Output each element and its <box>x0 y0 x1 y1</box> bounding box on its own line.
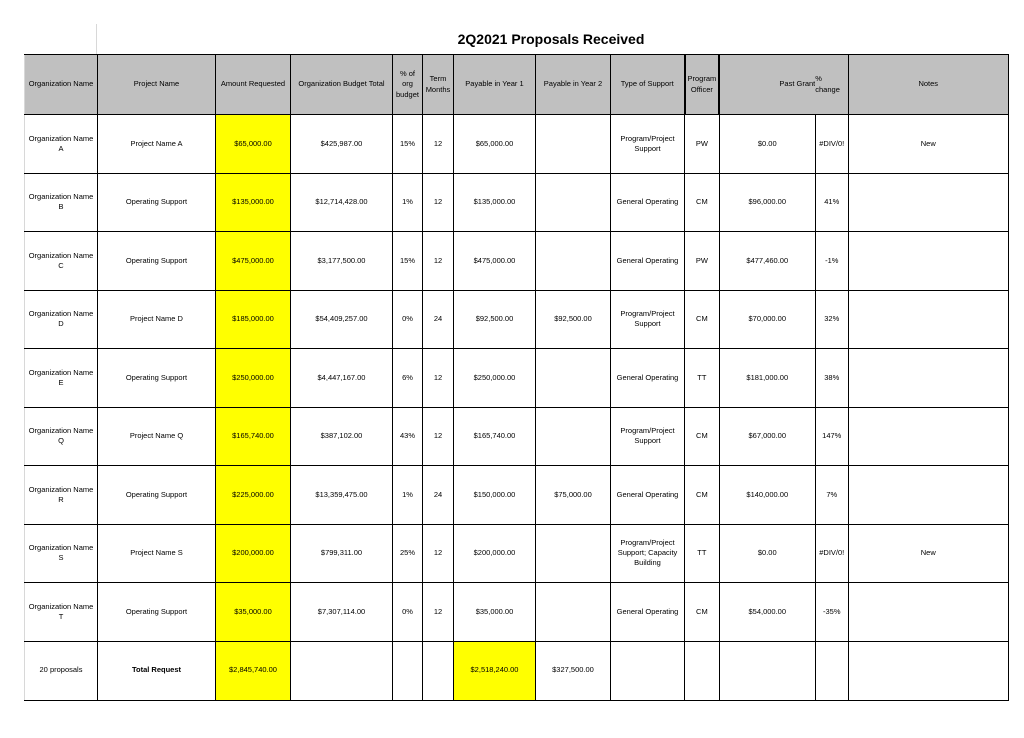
org-budget-cell: $13,359,475.00 <box>291 466 393 525</box>
past-grant-cell: $54,000.00 <box>719 583 815 642</box>
org-budget-cell: $425,987.00 <box>291 115 393 174</box>
notes-cell <box>848 173 1008 232</box>
payable-year-1-cell: $135,000.00 <box>454 173 536 232</box>
term-months-cell: 12 <box>423 349 454 408</box>
org-name-cell: Organization Name D <box>25 290 98 349</box>
table-row <box>25 407 1009 466</box>
notes-cell <box>848 583 1008 642</box>
pct-budget-cell: 0% <box>393 290 423 349</box>
term-months-cell: 24 <box>423 466 454 525</box>
table-row <box>25 524 1009 583</box>
org-name-cell: Organization Name S <box>25 524 98 583</box>
header-cell: Amount Requested <box>216 55 291 115</box>
payable-year-2-cell <box>536 173 611 232</box>
project-name-cell: Project Name A <box>98 115 216 174</box>
support-type-cell: General Operating <box>611 173 685 232</box>
org-name-cell: Organization Name R <box>25 466 98 525</box>
term-months-cell: 12 <box>423 173 454 232</box>
past-grant-cell: $96,000.00 <box>719 173 815 232</box>
total-payable-year-1: $2,518,240.00 <box>454 641 536 700</box>
header-cell: % change <box>815 55 848 115</box>
empty-cell <box>423 641 454 700</box>
header-cell: Program Officer <box>685 55 720 115</box>
total-payable-year-2: $327,500.00 <box>536 641 611 700</box>
empty-cell <box>815 641 848 700</box>
header-cell: Past Grant <box>719 55 815 115</box>
payable-year-2-cell <box>536 232 611 291</box>
payable-year-1-cell: $150,000.00 <box>454 466 536 525</box>
org-budget-cell: $4,447,167.00 <box>291 349 393 408</box>
amount-requested-cell: $250,000.00 <box>216 349 291 408</box>
notes-cell <box>848 290 1008 349</box>
empty-cell <box>291 641 393 700</box>
term-months-cell: 24 <box>423 290 454 349</box>
pct-budget-cell: 6% <box>393 349 423 408</box>
payable-year-1-cell: $35,000.00 <box>454 583 536 642</box>
header-cell: Payable in Year 2 <box>536 55 611 115</box>
org-budget-cell: $54,409,257.00 <box>291 290 393 349</box>
payable-year-1-cell: $200,000.00 <box>454 524 536 583</box>
program-officer-cell: PW <box>685 232 720 291</box>
header-cell: Organization Name <box>25 55 98 115</box>
header-cell: Project Name <box>98 55 216 115</box>
org-name-cell: Organization Name C <box>25 232 98 291</box>
table-row <box>25 290 1009 349</box>
pct-change-cell: 41% <box>815 173 848 232</box>
amount-requested-cell: $165,740.00 <box>216 407 291 466</box>
program-officer-cell: PW <box>685 115 720 174</box>
project-name-cell: Operating Support <box>98 466 216 525</box>
project-name-cell: Project Name Q <box>98 407 216 466</box>
term-months-cell: 12 <box>423 583 454 642</box>
project-name-cell: Operating Support <box>98 232 216 291</box>
program-officer-cell: TT <box>685 524 720 583</box>
pct-budget-cell: 15% <box>393 115 423 174</box>
payable-year-1-cell: $92,500.00 <box>454 290 536 349</box>
pct-change-cell: 147% <box>815 407 848 466</box>
org-name-cell: Organization Name B <box>25 173 98 232</box>
org-budget-cell: $3,177,500.00 <box>291 232 393 291</box>
notes-cell <box>848 466 1008 525</box>
empty-cell <box>848 641 1008 700</box>
table-row <box>25 173 1009 232</box>
pct-change-cell: -1% <box>815 232 848 291</box>
payable-year-2-cell <box>536 115 611 174</box>
empty-cell <box>685 641 720 700</box>
support-type-cell: Program/Project Support <box>611 407 685 466</box>
past-grant-cell: $0.00 <box>719 115 815 174</box>
org-budget-cell: $799,311.00 <box>291 524 393 583</box>
sheet-title: 2Q2021 Proposals Received <box>457 31 645 47</box>
header-cell: Notes <box>848 55 1008 115</box>
pct-change-cell: 38% <box>815 349 848 408</box>
pct-budget-cell: 43% <box>393 407 423 466</box>
header-cell: Type of Support <box>611 55 685 115</box>
payable-year-1-cell: $65,000.00 <box>454 115 536 174</box>
program-officer-cell: CM <box>685 173 720 232</box>
header-row <box>25 55 1009 115</box>
project-name-cell: Operating Support <box>98 173 216 232</box>
support-type-cell: General Operating <box>611 466 685 525</box>
pct-change-cell: 32% <box>815 290 848 349</box>
program-officer-cell: CM <box>685 290 720 349</box>
payable-year-2-cell: $75,000.00 <box>536 466 611 525</box>
table-row <box>25 232 1009 291</box>
notes-cell <box>848 349 1008 408</box>
payable-year-2-cell <box>536 583 611 642</box>
term-months-cell: 12 <box>423 115 454 174</box>
amount-requested-cell: $35,000.00 <box>216 583 291 642</box>
header-cell: Payable in Year 1 <box>454 55 536 115</box>
pct-budget-cell: 1% <box>393 173 423 232</box>
past-grant-cell: $67,000.00 <box>719 407 815 466</box>
header-cell: % of org budget <box>393 55 423 115</box>
empty-cell <box>719 641 815 700</box>
org-name-cell: Organization Name E <box>25 349 98 408</box>
org-budget-cell: $12,714,428.00 <box>291 173 393 232</box>
total-row <box>25 641 1009 700</box>
amount-requested-cell: $225,000.00 <box>216 466 291 525</box>
org-budget-cell: $7,307,114.00 <box>291 583 393 642</box>
project-name-cell: Project Name S <box>98 524 216 583</box>
table-row <box>25 115 1009 174</box>
project-name-cell: Operating Support <box>98 349 216 408</box>
support-type-cell: General Operating <box>611 349 685 408</box>
support-type-cell: Program/Project Support <box>611 290 685 349</box>
term-months-cell: 12 <box>423 524 454 583</box>
empty-cell <box>611 641 685 700</box>
amount-requested-cell: $65,000.00 <box>216 115 291 174</box>
payable-year-2-cell <box>536 407 611 466</box>
notes-cell: New <box>848 524 1008 583</box>
program-officer-cell: CM <box>685 407 720 466</box>
amount-requested-cell: $475,000.00 <box>216 232 291 291</box>
table-row <box>25 466 1009 525</box>
proposal-count: 20 proposals <box>25 641 98 700</box>
pct-change-cell: #DIV/0! <box>815 524 848 583</box>
support-type-cell: Program/Project Support <box>611 115 685 174</box>
header-cell: Term Months <box>423 55 454 115</box>
support-type-cell: General Operating <box>611 583 685 642</box>
proposals-table <box>24 54 1009 701</box>
notes-cell: New <box>848 115 1008 174</box>
notes-cell <box>848 232 1008 291</box>
pct-budget-cell: 0% <box>393 583 423 642</box>
org-name-cell: Organization Name T <box>25 583 98 642</box>
header-cell: Organization Budget Total <box>291 55 393 115</box>
payable-year-2-cell <box>536 349 611 408</box>
past-grant-cell: $70,000.00 <box>719 290 815 349</box>
term-months-cell: 12 <box>423 407 454 466</box>
pct-change-cell: -35% <box>815 583 848 642</box>
payable-year-2-cell: $92,500.00 <box>536 290 611 349</box>
program-officer-cell: TT <box>685 349 720 408</box>
support-type-cell: Program/Project Support; Capacity Building <box>611 524 685 583</box>
pct-budget-cell: 15% <box>393 232 423 291</box>
payable-year-1-cell: $250,000.00 <box>454 349 536 408</box>
term-months-cell: 12 <box>423 232 454 291</box>
org-name-cell: Organization Name A <box>25 115 98 174</box>
support-type-cell: General Operating <box>611 232 685 291</box>
amount-requested-cell: $200,000.00 <box>216 524 291 583</box>
payable-year-1-cell: $165,740.00 <box>454 407 536 466</box>
amount-requested-cell: $185,000.00 <box>216 290 291 349</box>
amount-requested-cell: $135,000.00 <box>216 173 291 232</box>
total-label: Total Request <box>98 641 216 700</box>
total-amount-requested: $2,845,740.00 <box>216 641 291 700</box>
program-officer-cell: CM <box>685 466 720 525</box>
empty-cell <box>393 641 423 700</box>
table-row <box>25 349 1009 408</box>
past-grant-cell: $181,000.00 <box>719 349 815 408</box>
project-name-cell: Project Name D <box>98 290 216 349</box>
org-budget-cell: $387,102.00 <box>291 407 393 466</box>
title-row <box>96 24 1005 54</box>
program-officer-cell: CM <box>685 583 720 642</box>
table-row <box>25 583 1009 642</box>
past-grant-cell: $140,000.00 <box>719 466 815 525</box>
pct-change-cell: 7% <box>815 466 848 525</box>
org-name-cell: Organization Name Q <box>25 407 98 466</box>
past-grant-cell: $0.00 <box>719 524 815 583</box>
notes-cell <box>848 407 1008 466</box>
pct-budget-cell: 25% <box>393 524 423 583</box>
pct-budget-cell: 1% <box>393 466 423 525</box>
project-name-cell: Operating Support <box>98 583 216 642</box>
past-grant-cell: $477,460.00 <box>719 232 815 291</box>
payable-year-2-cell <box>536 524 611 583</box>
pct-change-cell: #DIV/0! <box>815 115 848 174</box>
payable-year-1-cell: $475,000.00 <box>454 232 536 291</box>
